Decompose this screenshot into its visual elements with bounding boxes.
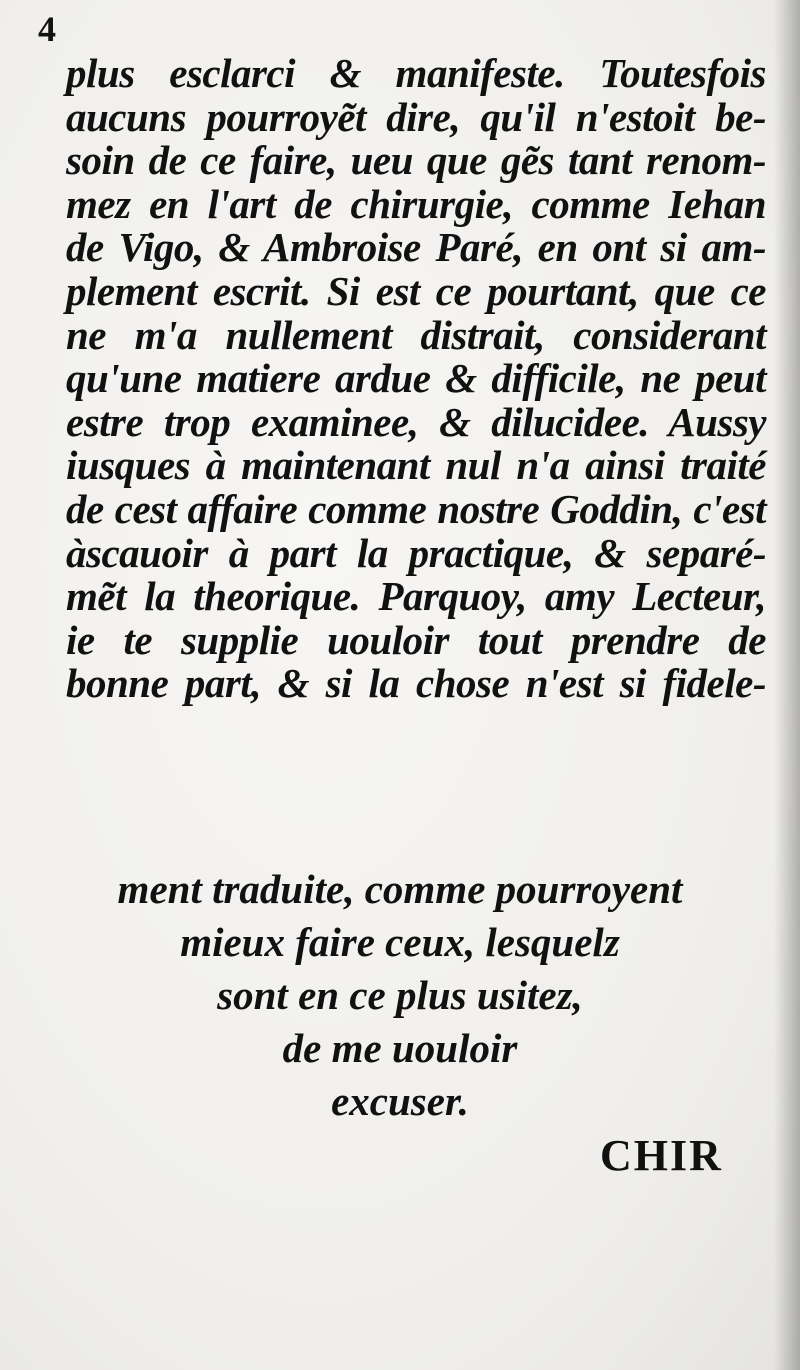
text-line-1: plus esclarci & manifeste. Toutesfois [66,50,766,96]
text-line-8: qu'une matiere ardue & difficile, ne peut [66,355,766,402]
text-line-3: soin de ce faire, ueu que gẽs tant renom- [66,137,766,184]
catchword: CHIR [600,1131,723,1180]
text-line-6: plement escrit. Si est ce pourtant, que ce [66,267,766,314]
text-line-13: mẽt la theorique. Parquoy, amy Lecteur, [66,573,766,620]
tail-line-1: ment traduite, comme pourroyent [117,866,683,912]
tail-line-4: de me uouloir [282,1025,518,1071]
tail-line-5: excuser. [331,1078,469,1124]
tail-line-2: mieux faire ceux, lesquelz [180,919,620,965]
text-line-11: de cest affaire comme nostre Goddin, c'est [66,485,766,532]
text-line-12: àscauoir à part la practique, & separé- [66,529,766,576]
text-line-9: estre trop examinee, & dilucidee. Aussy [66,398,766,445]
text-line-4: mez en l'art de chirurgie, comme Iehan [66,180,766,227]
tail-line-3: sont en ce plus usitez, [217,972,583,1018]
text-line-15: bonne part, & si la chose n'est si fidele- [66,660,766,707]
text-line-2: aucuns pourroyẽt dire, qu'il n'estoit be- [66,93,766,140]
text-line-10: iusques à maintenant nul n'a ainsi traité [66,442,766,489]
text-line-5: de Vigo, & Ambroise Paré, en ont si am- [66,224,766,271]
page-number: 4 [38,9,56,49]
text-line-14: ie te supplie uouloir tout prendre de [66,616,766,663]
body-text-block [66,52,766,706]
text-line-7: ne m'a nullement distrait, considerant [66,311,766,358]
page-gutter-shadow [774,0,800,1370]
tapered-text-block [0,868,800,1133]
